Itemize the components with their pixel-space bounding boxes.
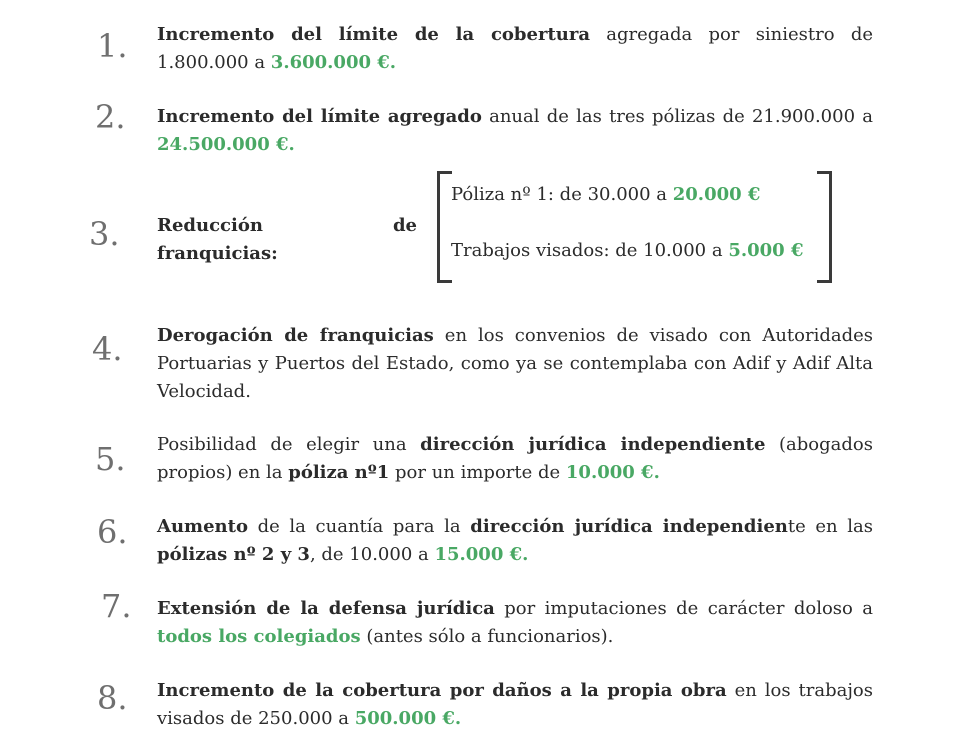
highlight-amount: 3.600.000 €. bbox=[270, 52, 397, 73]
franchise-line-2 bbox=[451, 237, 803, 265]
item-number: 2. bbox=[95, 98, 126, 136]
highlight-amount: 10.000 €. bbox=[565, 462, 660, 483]
plain-text: agregada por siniestro de 1.800.000 a bbox=[157, 24, 874, 73]
right-bracket bbox=[817, 171, 832, 283]
item-number: 8. bbox=[97, 679, 128, 717]
plain-text: Póliza nº 1: de 30.000 a bbox=[451, 184, 673, 205]
bold-phrase: Incremento del límite agregado bbox=[157, 106, 482, 127]
bold-phrase: Incremento del límite de la cobertura bbox=[157, 24, 590, 45]
plain-text: , de 10.000 a bbox=[309, 544, 435, 565]
bold-phrase: pólizas nº 2 y 3 bbox=[157, 544, 310, 565]
plain-text: por un importe de bbox=[389, 462, 566, 483]
plain-text: de la cuantía para la bbox=[247, 516, 471, 537]
bold-phrase: Incremento de la cobertura por daños a la propia obra bbox=[157, 680, 727, 701]
item-text bbox=[157, 322, 873, 406]
bold-phrase: póliza nº1 bbox=[288, 462, 390, 483]
item-text bbox=[157, 431, 873, 487]
bold-phrase: dirección jurídica independien bbox=[470, 516, 788, 537]
highlight-amount: 24.500.000 €. bbox=[157, 134, 295, 155]
item-number: 7. bbox=[101, 587, 132, 625]
item-number: 4. bbox=[92, 330, 123, 368]
item-number: 6. bbox=[97, 513, 128, 551]
bold-phrase: Aumento bbox=[157, 516, 248, 537]
bold-phrase: dirección jurídica independiente bbox=[420, 434, 766, 455]
plain-text: te en las bbox=[787, 516, 873, 537]
plain-text: anual de las tres pólizas de 21.900.000 a bbox=[481, 106, 873, 127]
item-text bbox=[157, 513, 873, 569]
item-text bbox=[157, 21, 873, 77]
bold-phrase: Extensión de la defensa jurídica bbox=[157, 598, 495, 619]
bold-phrase: Reducción de franquicias: bbox=[157, 215, 417, 264]
highlight-amount: 500.000 €. bbox=[354, 708, 462, 729]
item-number: 5. bbox=[95, 440, 126, 478]
highlight-amount: 5.000 € bbox=[728, 240, 804, 261]
plain-text: en los convenios de visado con Autoridades Portuarias y Puertos del Estado, como ya se contemplaba con Adif y Adif Alta Velocidad. bbox=[157, 325, 874, 402]
plain-text: (antes sólo a funcionarios). bbox=[360, 626, 614, 647]
highlight-amount: 15.000 €. bbox=[434, 544, 529, 565]
item-number: 3. bbox=[89, 215, 120, 253]
item-label bbox=[157, 212, 417, 268]
highlight-amount: todos los colegiados bbox=[157, 626, 361, 647]
item-text bbox=[157, 677, 873, 733]
plain-text: Trabajos visados: de 10.000 a bbox=[451, 240, 729, 261]
item-text bbox=[157, 595, 873, 651]
plain-text: Posibilidad de elegir una bbox=[157, 434, 421, 455]
item-number: 1. bbox=[97, 27, 128, 65]
franchise-bracket bbox=[437, 171, 832, 279]
highlight-amount: 20.000 € bbox=[672, 184, 761, 205]
item-text bbox=[157, 103, 873, 159]
franchise-line-1 bbox=[451, 181, 760, 209]
plain-text: por imputaciones de carácter doloso a bbox=[494, 598, 874, 619]
bold-phrase: Derogación de franquicias bbox=[157, 325, 434, 346]
left-bracket bbox=[437, 171, 452, 283]
plain-text: (abogados propios) en la bbox=[157, 434, 873, 483]
plain-text: en los trabajos visados de 250.000 a bbox=[157, 680, 873, 729]
